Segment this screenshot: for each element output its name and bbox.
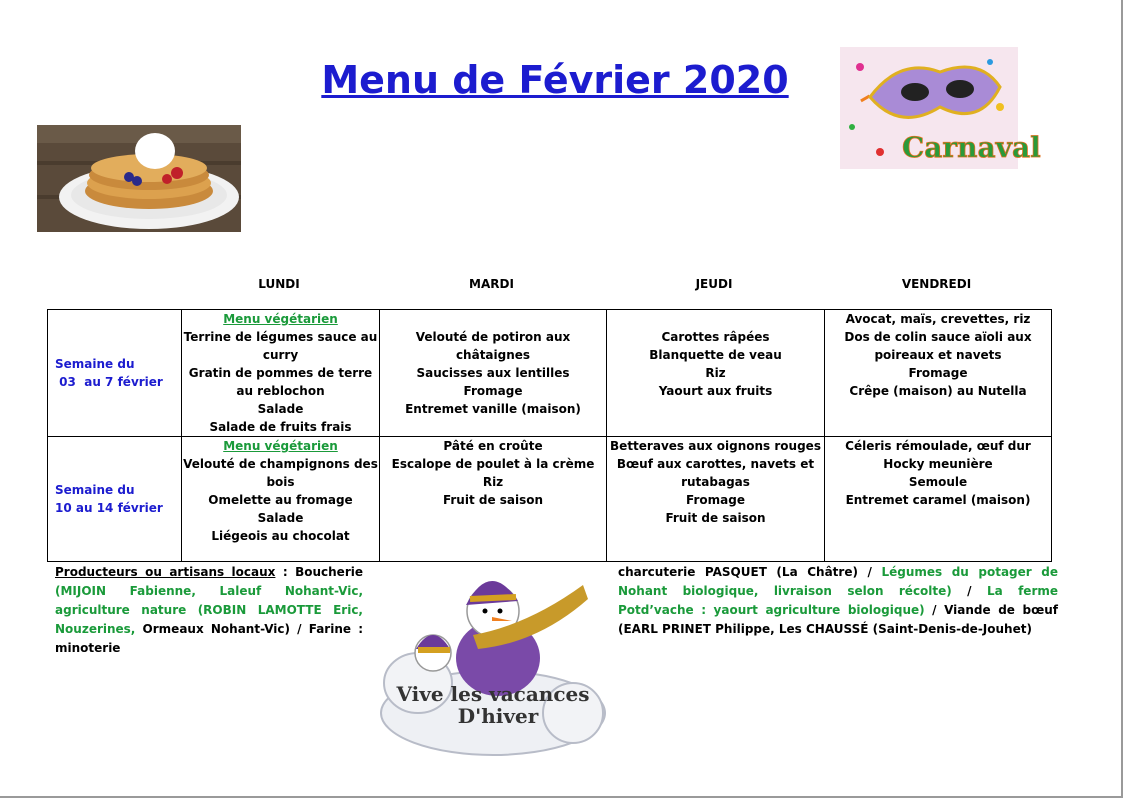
week-label-line: Semaine du [55,357,135,371]
vegetarian-tag: Menu végétarien [223,439,338,453]
page-title: Menu de Février 2020 [321,58,789,102]
table-row [48,437,1052,562]
menu-item: Salade de fruits frais [209,420,352,434]
menu-item: Crêpe (maison) au Nutella [849,384,1027,398]
snowman-text-2: D'hiver [457,704,539,728]
cell-lundi [182,310,380,437]
menu-item: Fromage [686,493,745,507]
menu-item: Betteraves aux oignons rouges [610,439,821,453]
cell-vendredi [825,437,1052,562]
menu-item: Hocky meunière [883,457,993,471]
producers-text: charcuterie PASQUET (La Châtre) / [618,565,882,579]
producers-right [618,563,1058,639]
menu-item: Avocat, maïs, crevettes, riz [845,312,1031,326]
snowman-text-1: Vive les vacances [396,682,590,706]
vegetarian-tag: Menu végétarien [223,312,338,326]
menu-item: Fromage [463,384,523,398]
header-jeudi: JEUDI [695,277,733,291]
pancake-image [37,125,241,232]
week-label-line: Semaine du [55,483,135,497]
cell-jeudi [607,310,825,437]
menu-item: Entremet vanille (maison) [405,402,581,416]
cell-jeudi [607,437,825,562]
menu-item: Saucisses aux lentilles [416,366,570,380]
menu-item: Velouté de potiron aux châtaignes [415,330,571,362]
menu-item: Pâté en croûte [443,439,543,453]
menu-item: Fruit de saison [665,511,766,525]
menu-item: Entremet caramel (maison) [845,493,1031,507]
menu-item: Escalope de poulet à la crème [391,457,595,471]
header-vendredi: VENDREDI [901,277,972,291]
producers-green-text: La ferme Potd’vache : yaourt agriculture biologique) [618,584,1059,617]
menu-item: Omelette au fromage [208,493,353,507]
menu-item: Fruit de saison [442,493,544,507]
menu-item: Yaourt aux fruits [658,384,773,398]
menu-item: Terrine de légumes sauce au curry [183,330,378,362]
carnaval-text: Carnaval [902,131,1041,164]
week-label [48,437,182,562]
header-mardi: MARDI [469,277,514,291]
cell-vendredi [825,310,1052,437]
week-dates: 10 au 14 février [55,501,163,515]
producers-text: : Boucherie [275,565,363,579]
menu-item: Salade [257,511,304,525]
carnaval-image [840,47,1041,169]
snowman-image [378,563,608,759]
menu-table [47,309,1052,562]
menu-item: Liégeois au chocolat [211,529,350,543]
menu-item: Velouté de champignons des bois [183,457,378,489]
header-lundi: LUNDI [258,277,300,291]
week-label [48,310,182,437]
menu-item: Blanquette de veau [649,348,782,362]
producers-text: Ormeaux Nohant-Vic) / Farine : minoterie [55,622,363,655]
menu-item: Céleris rémoulade, œuf dur [845,439,1031,453]
menu-item: Fromage [908,366,968,380]
producers-text: / Viande de bœuf (EARL PRINET Philippe, Les CHAUSSÉ (Saint-Denis-de-Jouhet) [618,603,1058,636]
menu-item: Dos de colin sauce aïoli aux poireaux et navets [844,330,1032,362]
menu-item: Carottes râpées [661,330,770,344]
table-row [48,310,1052,437]
cell-mardi [380,437,607,562]
week-dates: 03 au 7 février [55,375,163,389]
menu-item: Riz [705,366,726,380]
cell-mardi [380,310,607,437]
menu-item: Salade [257,402,304,416]
producers-heading: Producteurs ou artisans locaux [55,565,276,579]
menu-item: Gratin de pommes de terre au reblochon [188,366,373,398]
producers-green-text: Légumes du potager de Nohant biologique, livraison selon récolte) [618,565,1058,598]
cell-lundi [182,437,380,562]
producers-text: / [951,584,987,598]
menu-item: Riz [482,475,504,489]
producers-left [55,563,363,658]
menu-item: Semoule [908,475,968,489]
producers-green-text: (MIJOIN Fabienne, Laleuf Nohant-Vic, agriculture nature (ROBIN LAMOTTE Eric, Nouzerines, [55,584,363,636]
menu-item: Bœuf aux carottes, navets et rutabagas [616,457,815,489]
